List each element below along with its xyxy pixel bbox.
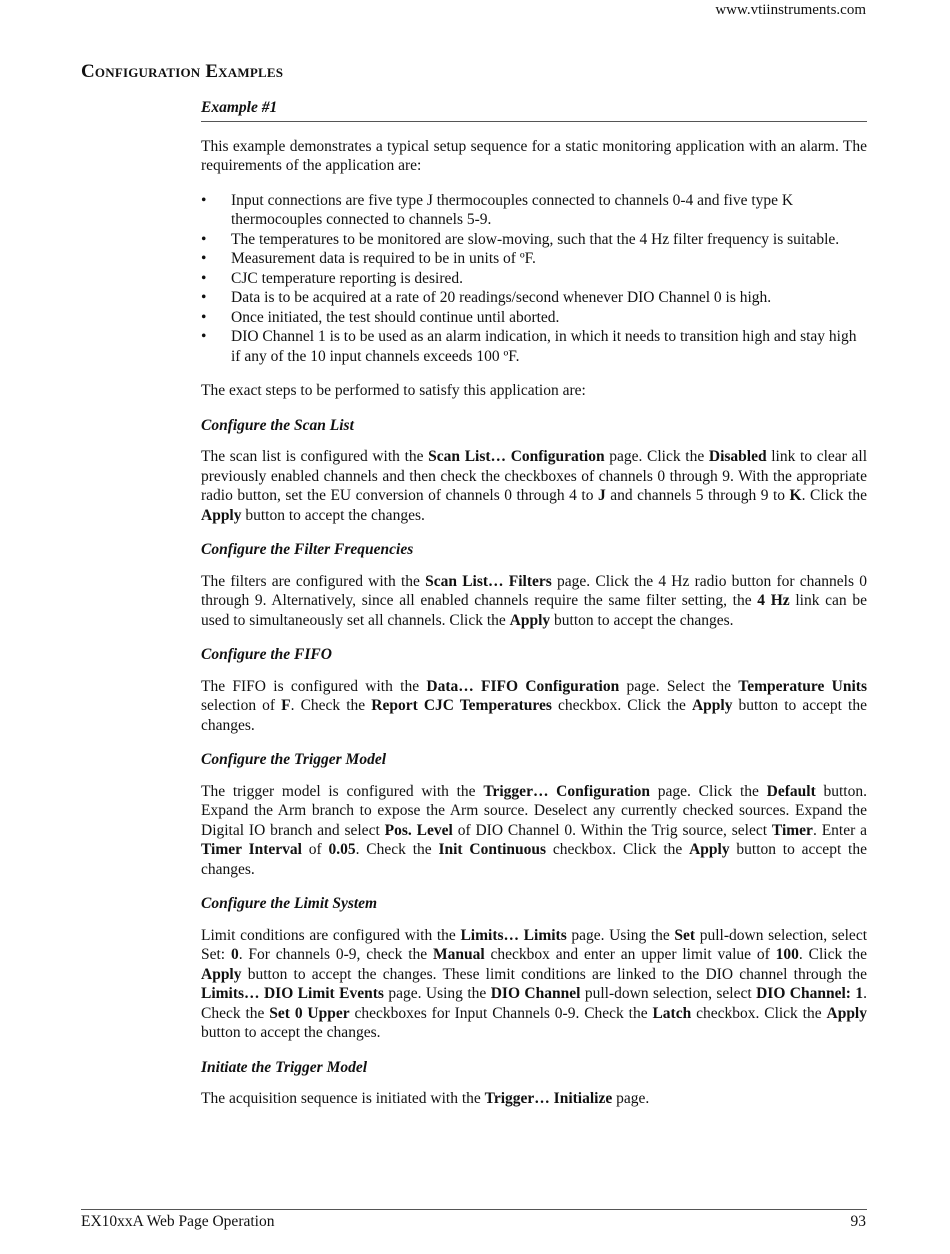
ui-term: Pos. Level: [384, 821, 453, 839]
requirement-text: Once initiated, the test should continue until aborted.: [231, 308, 560, 326]
subsection-paragraph: [201, 677, 867, 736]
bullet-icon: •: [201, 250, 207, 267]
paragraph-text: page. Click the: [604, 448, 709, 465]
requirement-text: CJC temperature reporting is desired.: [231, 269, 464, 287]
paragraph-text: pull-down selection, select Set:: [201, 926, 867, 963]
paragraph-text: button to accept the changes. These limit conditions are linked to the DIO channel through the: [241, 965, 867, 983]
config-sections: [201, 416, 867, 1109]
ui-term: Init Continuous: [438, 841, 547, 858]
ui-term: Timer Interval: [201, 841, 302, 858]
paragraph-text: page.: [612, 1090, 650, 1107]
ui-term: Latch: [652, 1004, 692, 1022]
main-content: [201, 98, 867, 1124]
paragraph-text: page. Select the: [619, 677, 739, 695]
paragraph-text: The trigger model is configured with the: [201, 782, 484, 800]
ui-term: Disabled: [708, 448, 767, 465]
ui-term: Manual: [432, 946, 485, 963]
requirement-text: Data is to be acquired at a rate of 20 readings/second whenever DIO Channel 0 is high.: [231, 289, 772, 306]
requirement-item: [201, 288, 867, 308]
subsection-paragraph: [201, 1089, 867, 1109]
ui-term: Apply: [201, 965, 242, 983]
ui-term: DIO Channel: [490, 985, 581, 1002]
paragraph-text: of DIO Channel 0. Within the Trig source, select: [452, 821, 772, 839]
section-title: Configuration Examples: [81, 61, 284, 82]
ui-term: DIO Channel: 1: [756, 985, 864, 1002]
footer-rule: [81, 1209, 867, 1210]
paragraph-text: link can be used to simultaneously set all channels. Click the: [201, 592, 867, 629]
ui-term: Default: [766, 782, 816, 800]
paragraph-text: pull-down selection, select: [580, 985, 757, 1002]
steps-intro-paragraph: The exact steps to be performed to satisfy this application are:: [201, 382, 586, 399]
requirement-item: [201, 249, 867, 269]
requirement-item: [201, 269, 867, 289]
paragraph-text: selection of: [201, 697, 282, 714]
bullet-icon: •: [201, 269, 207, 287]
subsection-heading: Configure the Filter Frequencies: [201, 541, 414, 558]
paragraph-text: of: [301, 841, 329, 858]
paragraph-text: checkbox. Click the: [551, 697, 692, 714]
ui-term: Limits… DIO Limit Events: [201, 985, 384, 1002]
paragraph-text: button to accept the changes.: [201, 1024, 381, 1041]
requirement-text: Measurement data is required to be in units of ºF.: [231, 250, 536, 267]
ui-term: Data… FIFO Configuration: [426, 677, 620, 695]
paragraph-text: . For channels 0-9, check the: [238, 946, 433, 963]
paragraph-text: button to accept the changes.: [201, 841, 867, 878]
ui-term: K: [789, 487, 802, 504]
paragraph-text: checkbox and enter an upper limit value of: [484, 946, 776, 963]
bullet-icon: •: [201, 191, 207, 209]
ui-term: F: [281, 697, 291, 714]
paragraph-text: . Check the: [201, 985, 867, 1022]
ui-term: Report CJC Temperatures: [371, 697, 552, 714]
paragraph-text: . Enter a: [812, 821, 868, 839]
bullet-icon: •: [201, 308, 207, 326]
intro-paragraph: This example demonstrates a typical setup sequence for a static monitoring application with an alarm. The requirements of the application are:: [201, 137, 867, 174]
requirement-item: [201, 327, 867, 366]
ui-term: 4 Hz: [757, 592, 790, 609]
header-url: www.vtiinstruments.com: [715, 2, 866, 18]
page-number: 93: [850, 1213, 866, 1230]
subsection-paragraph: [201, 782, 867, 880]
subsection-paragraph: [201, 447, 867, 525]
subsection-heading: Configure the Trigger Model: [201, 751, 387, 768]
paragraph-text: and channels 5 through 9 to: [605, 487, 790, 504]
paragraph-text: Limit conditions are configured with the: [201, 926, 461, 944]
subsection-paragraph: [201, 926, 867, 1043]
paragraph-text: The filters are configured with the: [201, 572, 426, 590]
requirement-text: The temperatures to be monitored are slow-moving, such that the 4 Hz filter frequency is suitable.: [231, 230, 840, 248]
paragraph-text: . Click the: [798, 946, 867, 963]
subsection-heading: Configure the Scan List: [201, 416, 354, 434]
subsection-heading: Initiate the Trigger Model: [201, 1058, 368, 1076]
paragraph-text: button to accept the changes.: [201, 697, 867, 734]
ui-term: Trigger… Configuration: [483, 782, 651, 800]
requirement-text: DIO Channel 1 is to be used as an alarm indication, in which it needs to transition high and stay high if any of the 10 input channels exceeds 100 ºF.: [231, 328, 857, 365]
ui-term: J: [597, 487, 606, 504]
requirement-text: Input connections are five type J thermocouples connected to channels 0-4 and five type K thermocouples connected to channels 5-9.: [231, 191, 794, 228]
paragraph-text: link to clear all previously enabled channels and then check the checkboxes of channels 0 through 9. With the appropriate radio button, set the EU conversion of channels 0 through 4 to: [201, 448, 867, 504]
bullet-icon: •: [201, 328, 207, 345]
paragraph-text: . Check the: [355, 841, 439, 858]
paragraph-text: . Check the: [290, 697, 372, 714]
subsection-heading: Configure the Limit System: [201, 895, 378, 912]
example-heading: Example #1: [201, 98, 867, 122]
ui-term: 100: [775, 946, 799, 963]
subsection-paragraph: [201, 572, 867, 631]
footer-title: EX10xxA Web Page Operation: [81, 1213, 275, 1230]
ui-term: Temperature Units: [738, 677, 867, 695]
ui-term: Apply: [691, 697, 733, 714]
paragraph-text: page. Click the: [650, 782, 767, 800]
paragraph-text: The scan list is configured with the: [201, 448, 429, 465]
paragraph-text: button. Expand the Arm branch to expose the Arm source. Deselect any currently checked sources. Expand the Digital IO branch and select: [201, 782, 867, 839]
requirements-list: [201, 191, 867, 367]
paragraph-text: The acquisition sequence is initiated with the: [201, 1090, 485, 1107]
paragraph-text: checkboxes for Input Channels 0-9. Check the: [349, 1004, 653, 1022]
requirement-item: [201, 191, 867, 230]
paragraph-text: checkbox. Click the: [691, 1004, 827, 1022]
subsection-heading: Configure the FIFO: [201, 646, 332, 663]
paragraph-text: . Click the: [801, 487, 867, 504]
ui-term: Scan List… Filters: [425, 572, 552, 590]
paragraph-text: page. Using the: [566, 926, 675, 944]
ui-term: Set 0 Upper: [269, 1004, 350, 1022]
ui-term: Apply: [826, 1004, 867, 1022]
paragraph-text: button to accept the changes.: [241, 506, 425, 524]
ui-term: Scan List… Configuration: [428, 448, 605, 465]
ui-term: 0: [230, 946, 239, 963]
ui-term: Limits… Limits: [460, 926, 567, 944]
requirement-item: [201, 230, 867, 250]
ui-term: Apply: [509, 611, 551, 629]
paragraph-text: page. Using the: [383, 985, 491, 1002]
ui-term: Apply: [689, 841, 730, 858]
ui-term: Apply: [201, 506, 242, 524]
ui-term: Timer: [771, 821, 813, 839]
bullet-icon: •: [201, 230, 207, 248]
paragraph-text: checkbox. Click the: [546, 841, 690, 858]
bullet-icon: •: [201, 289, 207, 306]
ui-term: Set: [674, 926, 696, 944]
ui-term: Trigger… Initialize: [484, 1090, 613, 1107]
paragraph-text: page. Click the 4 Hz radio button for channels 0 through 9. Alternatively, since all enabled channels require the same filter setting, the: [201, 572, 867, 609]
ui-term: 0.05: [328, 841, 356, 858]
paragraph-text: The FIFO is configured with the: [201, 677, 427, 695]
paragraph-text: button to accept the changes.: [550, 611, 734, 629]
requirement-item: [201, 308, 867, 328]
